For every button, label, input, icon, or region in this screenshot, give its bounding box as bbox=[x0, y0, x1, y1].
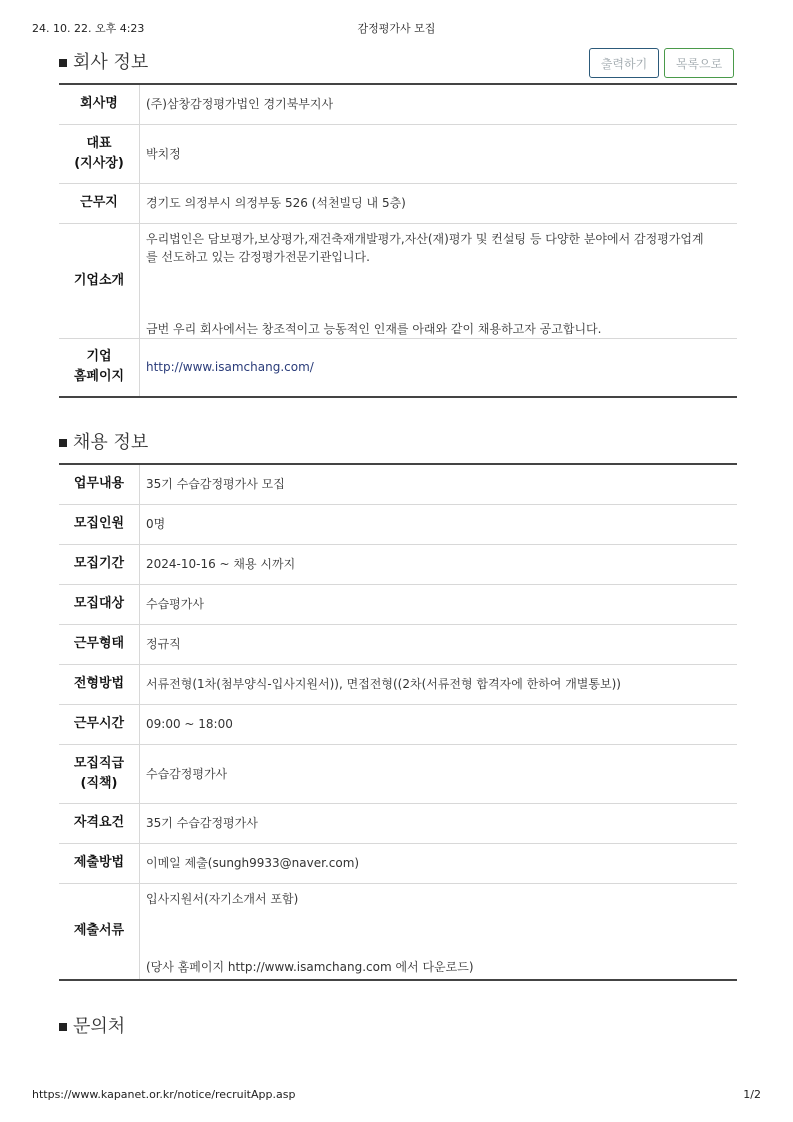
table-row bbox=[59, 744, 737, 803]
table-row bbox=[59, 803, 737, 843]
contact-section-label: 문의처 bbox=[73, 1016, 126, 1037]
row-label: 근무지 bbox=[59, 183, 140, 223]
recruit-period-value: 2024-10-16 ~ 채용 시까지 bbox=[140, 544, 738, 584]
position-value: 수습감정평가사 bbox=[140, 744, 738, 803]
row-label: 근무형태 bbox=[59, 624, 140, 664]
company-intro-line-2: 를 선도하고 있는 감정평가전문기관입니다. bbox=[146, 249, 370, 264]
employment-type-value: 정규직 bbox=[140, 624, 738, 664]
submission-method-value: 이메일 제출(sungh9933@naver.com) bbox=[140, 843, 738, 883]
action-buttons bbox=[589, 48, 734, 78]
company-info-table bbox=[59, 83, 737, 398]
table-row bbox=[59, 338, 737, 397]
row-label bbox=[59, 124, 140, 183]
row-label: 전형방법 bbox=[59, 664, 140, 704]
homepage-value bbox=[140, 338, 738, 397]
row-label: 자격요건 bbox=[59, 803, 140, 843]
row-label: 근무시간 bbox=[59, 704, 140, 744]
row-label: 모집인원 bbox=[59, 504, 140, 544]
table-row bbox=[59, 704, 737, 744]
row-label: 제출방법 bbox=[59, 843, 140, 883]
print-datetime: 24. 10. 22. 오후 4:23 bbox=[32, 22, 145, 35]
row-label: 기업소개 bbox=[59, 223, 140, 338]
row-label: 모집대상 bbox=[59, 584, 140, 624]
table-row bbox=[59, 664, 737, 704]
work-hours-value: 09:00 ~ 18:00 bbox=[140, 704, 738, 744]
page-number: 1/2 bbox=[743, 1088, 761, 1101]
table-row bbox=[59, 183, 737, 223]
table-row bbox=[59, 883, 737, 980]
required-documents-line-2: (당사 홈페이지 http://www.isamchang.com 에서 다운로드) bbox=[146, 959, 474, 974]
representative-label: 대표 (지사장) bbox=[74, 135, 124, 171]
company-section-title bbox=[59, 48, 148, 74]
company-intro-line-3: 금번 우리 회사에서는 창조적이고 능동적인 인재를 아래와 같이 채용하고자 공고합니다. bbox=[146, 321, 602, 336]
row-label: 회사명 bbox=[59, 84, 140, 124]
table-row bbox=[59, 624, 737, 664]
company-intro-value bbox=[140, 223, 738, 338]
position-label: 모집직급 (직책) bbox=[73, 755, 125, 791]
company-name-value: (주)삼창감정평가법인 경기북부지사 bbox=[140, 84, 738, 124]
back-to-list-button[interactable]: 목록으로 bbox=[664, 48, 734, 78]
representative-value: 박치정 bbox=[140, 124, 738, 183]
row-label: 업무내용 bbox=[59, 464, 140, 504]
recruit-info-table bbox=[59, 463, 737, 981]
selection-method-value: 서류전형(1차(첨부양식-입사지원서)), 면접전형((2차(서류전형 합격자에 한하여 개별통보)) bbox=[140, 664, 738, 704]
table-row bbox=[59, 544, 737, 584]
homepage-link[interactable]: http://www.isamchang.com/ bbox=[146, 360, 314, 375]
table-row bbox=[59, 223, 737, 338]
square-bullet-icon bbox=[59, 59, 67, 67]
print-url: https://www.kapanet.or.kr/notice/recruitApp.asp bbox=[32, 1088, 296, 1101]
table-row bbox=[59, 464, 737, 504]
square-bullet-icon bbox=[59, 439, 67, 447]
contact-section-title bbox=[59, 1012, 125, 1038]
recruit-section-title bbox=[59, 428, 148, 454]
company-intro-line-1: 우리법인은 담보평가,보상평가,재건축재개발평가,자산(재)평가 및 컨설팅 등 다양한 분야에서 감정평가업계 bbox=[146, 231, 704, 246]
row-label: 제출서류 bbox=[59, 883, 140, 980]
row-label bbox=[59, 338, 140, 397]
required-documents-value bbox=[140, 883, 738, 980]
headcount-value: 0명 bbox=[140, 504, 738, 544]
qualification-value: 35기 수습감정평가사 bbox=[140, 803, 738, 843]
row-label bbox=[59, 744, 140, 803]
table-row bbox=[59, 84, 737, 124]
table-row bbox=[59, 584, 737, 624]
company-section-label: 회사 정보 bbox=[73, 52, 149, 73]
workplace-value: 경기도 의정부시 의정부동 526 (석천빌딩 내 5층) bbox=[140, 183, 738, 223]
required-documents-line-1: 입사지원서(자기소개서 포함) bbox=[146, 891, 299, 906]
recruit-section-label: 채용 정보 bbox=[73, 432, 149, 453]
print-footer bbox=[32, 1088, 761, 1104]
row-label: 모집기간 bbox=[59, 544, 140, 584]
print-page-title: 감정평가사 모집 bbox=[357, 22, 436, 35]
print-button[interactable]: 출력하기 bbox=[589, 48, 659, 78]
homepage-label: 기업 홈페이지 bbox=[73, 349, 125, 385]
print-header bbox=[32, 20, 761, 36]
table-row bbox=[59, 843, 737, 883]
job-description-value: 35기 수습감정평가사 모집 bbox=[140, 464, 738, 504]
table-row bbox=[59, 504, 737, 544]
recruit-target-value: 수습평가사 bbox=[140, 584, 738, 624]
table-row bbox=[59, 124, 737, 183]
square-bullet-icon bbox=[59, 1023, 67, 1031]
